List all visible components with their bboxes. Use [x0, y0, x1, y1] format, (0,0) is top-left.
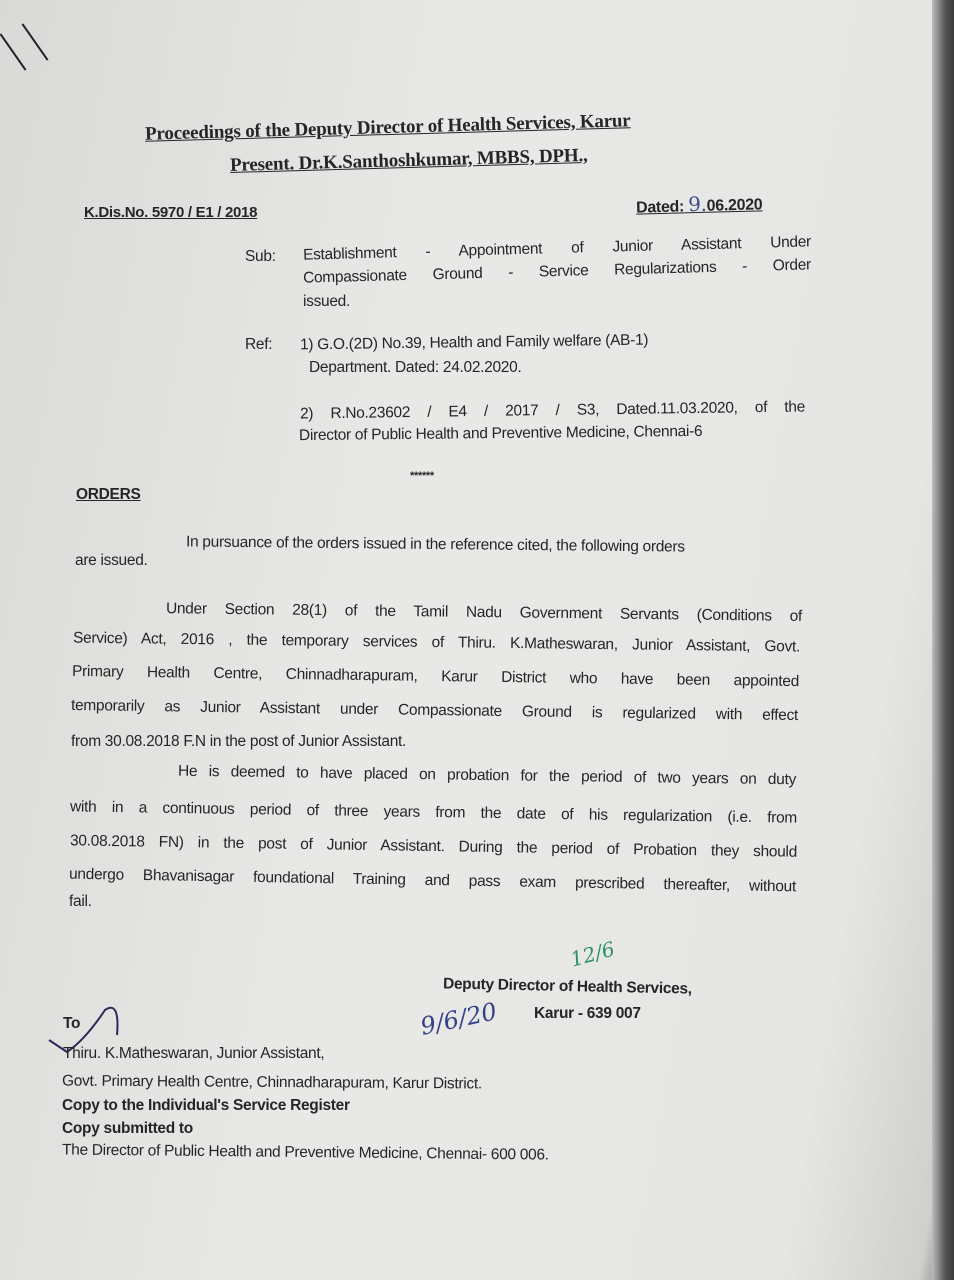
paragraph-line: are issued. — [75, 552, 148, 569]
paragraph-line: Service) Act, 2016 , the temporary services of Thiru. K.Matheswaran, Junior Assistant, Govt. — [72, 629, 801, 656]
paragraph-line: temporarily as Junior Assistant under Compassionate Ground is regularized with effect — [70, 696, 799, 725]
dated-field — [636, 190, 763, 217]
paragraph-line: Primary Health Centre, Chinnadharapuram, Karur District who have been appointed — [71, 662, 800, 691]
pen-mark — [22, 23, 49, 60]
paragraph-line: undergo Bhavanisagar foundational Training and pass exam prescribed thereafter, without — [68, 865, 797, 896]
paragraph-line: Under Section 28(1) of the Tamil Nadu Government Servants (Conditions of — [165, 600, 803, 625]
addressee-line: Thiru. K.Matheswaran, Junior Assistant, — [63, 1045, 325, 1062]
signatory-title: Deputy Director of Health Services, — [442, 975, 692, 998]
copy-to-service-register: Copy to the Individual's Service Register — [62, 1097, 350, 1114]
subject-line: Compassionate Ground - Service Regularizations - Order — [302, 256, 812, 287]
subject-label: Sub: — [245, 248, 276, 265]
paragraph-line: 30.08.2018 FN) in the post of Junior Assistant. During the period of Probation they should — [69, 832, 798, 861]
dated-label: Dated: — [635, 198, 685, 217]
reference-item-1: 1) G.O.(2D) No.39, Health and Family welfare (AB-1) — [299, 331, 649, 354]
paragraph-line: He is deemed to have placed on probation for the period of two years on duty — [177, 762, 797, 789]
reference-label: Ref: — [245, 336, 273, 353]
separator: ****** — [410, 470, 434, 482]
addressee-line: Govt. Primary Health Centre, Chinnadharapuram, Karur District. — [61, 1072, 482, 1093]
handwritten-initial: 12/6 — [567, 936, 618, 972]
orders-heading: ORDERS — [76, 486, 141, 503]
copy-recipient: The Director of Public Health and Preventive Medicine, Chennai- 600 006. — [61, 1141, 549, 1164]
paper-edge-shadow — [932, 0, 954, 1280]
paragraph-line: fail. — [69, 893, 92, 910]
reference-item-2: 2) R.No.23602 / E4 / 2017 / S3, Dated.11.03.2020, of the — [299, 398, 806, 423]
reference-item-2: Director of Public Health and Preventive Medicine, Chennai-6 — [298, 422, 703, 445]
signatory-address: Karur - 639 007 — [534, 1005, 641, 1022]
dated-value: 9.06.2020 — [687, 191, 763, 217]
copy-submitted-label: Copy submitted to — [62, 1120, 193, 1137]
paragraph-line: from 30.08.2018 F.N in the post of Junior Assistant. — [71, 733, 407, 750]
subject-line: issued. — [303, 293, 351, 310]
paragraph-line: with in a continuous period of three years from the date of his regularization (i.e. from — [69, 798, 798, 827]
reference-number: K.Dis.No. 5970 / E1 / 2018 — [84, 204, 258, 221]
pen-mark — [0, 33, 26, 70]
handwritten-signature-date: 9/6/20 — [417, 997, 500, 1041]
reference-item-1: Department. Dated: 24.02.2020. — [309, 359, 522, 376]
document-title: Proceedings of the Deputy Director of Health Services, Karur — [144, 110, 631, 145]
subject-line: Establishment - Appointment of Junior Assistant Under — [302, 233, 812, 264]
to-label: To — [63, 1015, 81, 1032]
present-officer: Present. Dr.K.Santhoshkumar, MBBS, DPH., — [229, 145, 588, 176]
paragraph-line: In pursuance of the orders issued in the reference cited, the following orders — [185, 533, 685, 556]
